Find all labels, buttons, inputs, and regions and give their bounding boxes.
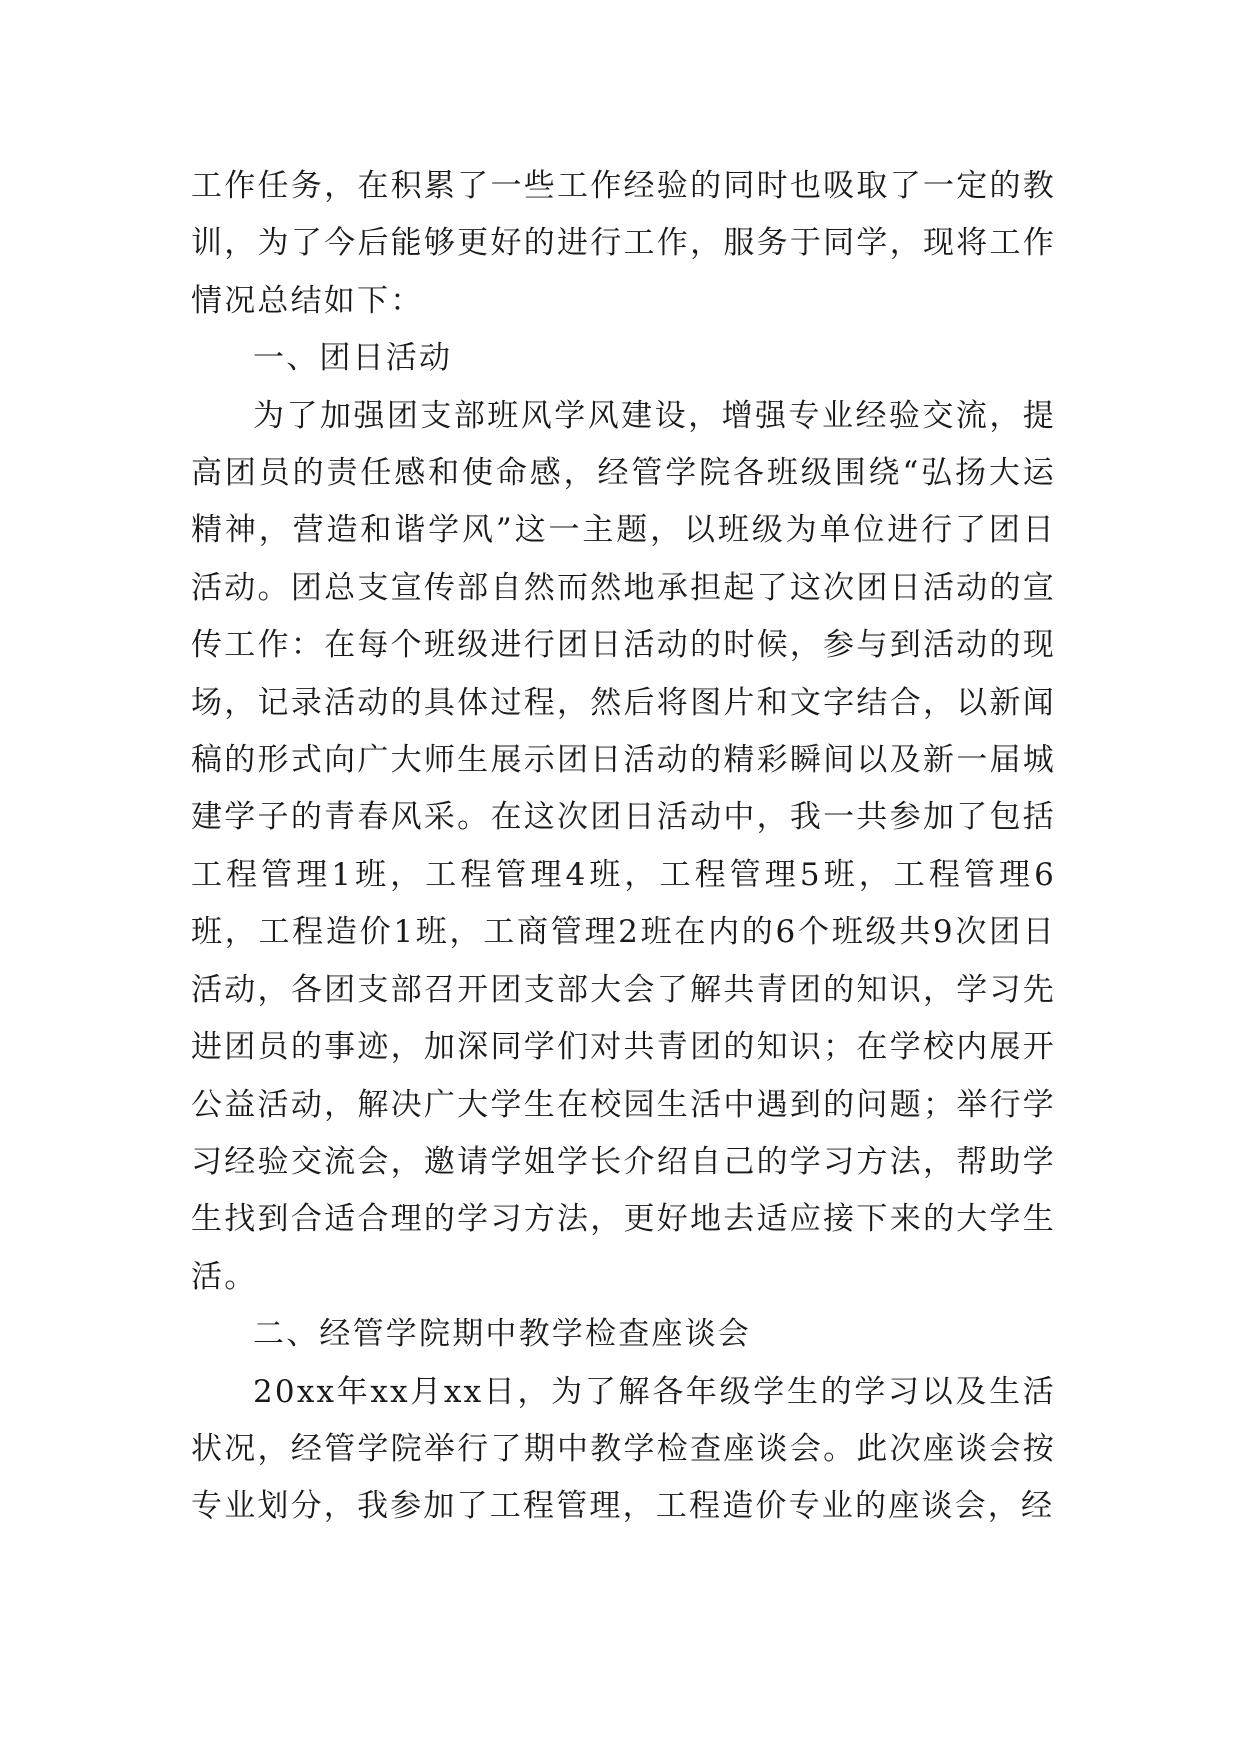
document-body <box>191 158 1056 1536</box>
section-heading-midterm-meeting: 二、经管学院期中教学检查座谈会 <box>253 1316 751 1353</box>
paragraph-intro: 工作任务，在积累了一些工作经验的同时也吸取了一定的教训，为了今后能够更好的进行工作，服务于同学，现将工作情况总结如下： <box>191 168 1056 319</box>
paragraph-team-day: 为了加强团支部班风学风建设，增强专业经验交流，提高团员的责任感和使命感，经管学院各班级围绕“弘扬大运精神，营造和谐学风”这一主题，以班级为单位进行了团日活动。团总支宣传部自然而然地承担起了这次团日活动的宣传工作：在每个班级进行团日活动的时候，参与到活动的现场，记录活动的具体过程，然后将图片和文字结合，以新闻稿的形式向广大师生展示团日活动的精彩瞬间以及新一届城建学子的青春风采。在这次团日活动中，我一共参加了包括工程管理1班，工程管理4班，工程管理5班，工程管理6班，工程造价1班，工商管理2班在内的6个班级共9次团日活动，各团支部召开团支部大会了解共青团的知识，学习先进团员的事迹，加深同学们对共青团的知识；在学校内展开公益活动，解决广大学生在校园生活中遇到的问题；举行学习经验交流会，邀请学姐学长介绍自己的学习方法，帮助学生找到合适合理的学习方法，更好地去适应接下来的大学生活。 <box>191 397 1056 1295</box>
section-heading-team-day: 一、团日活动 <box>253 340 453 377</box>
paragraph-midterm-meeting: 20xx年xx月xx日，为了解各年级学生的学习以及生活状况，经管学院举行了期中教学检查座谈会。此次座谈会按专业划分，我参加了工程管理，工程造价专业的座谈会，经 <box>191 1373 1056 1525</box>
